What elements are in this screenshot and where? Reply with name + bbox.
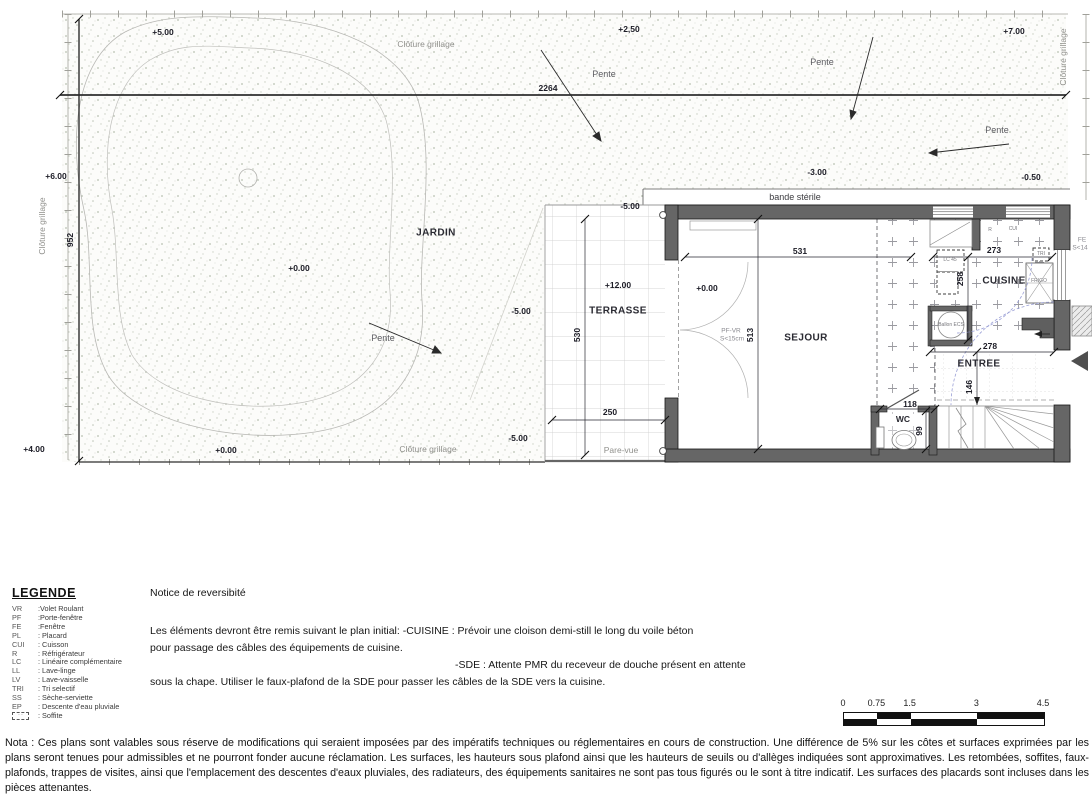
entree-floor-pattern <box>937 354 1054 399</box>
legend-desc: : Cuisson <box>38 639 69 649</box>
scale-segment <box>977 719 1044 725</box>
legend-desc: : Sèche-serviette <box>38 693 93 703</box>
legend-desc: : Soffite <box>38 710 63 720</box>
plan-label: S<14 <box>1072 244 1088 252</box>
legend-abbr: EP <box>12 701 22 711</box>
legend-desc: : Descente d'eau pluviale <box>38 701 120 711</box>
plan-label: 250 <box>602 407 618 417</box>
plan-label: 952 <box>65 232 75 248</box>
plan-label: -5.00 <box>508 433 528 443</box>
entrance-arrow <box>1071 351 1088 371</box>
plan-label: 2264 <box>538 83 558 93</box>
toilet <box>892 431 916 450</box>
legend-desc: : Réfrigérateur <box>38 648 85 658</box>
plan-label: Clôture grillage <box>397 39 455 49</box>
plan-label: SEJOUR <box>784 332 828 344</box>
plan-label: Pente <box>592 69 616 79</box>
plan-label: -3.00 <box>807 167 827 177</box>
plan-label: Pente <box>371 333 395 343</box>
plan-label: +12.00 <box>604 280 632 290</box>
legend-item <box>12 658 150 667</box>
legend-items <box>12 605 150 721</box>
plan-label: +2,50 <box>618 24 640 34</box>
plan-label: bande stérile <box>769 192 821 202</box>
plan-label: S<15cm <box>719 335 745 343</box>
legend-abbr: CUI <box>12 639 25 649</box>
plan-label: +6.00 <box>45 171 67 181</box>
legend-item <box>12 676 150 685</box>
notice-line: Les éléments devront être remis suivant le plan initial: -CUISINE : Prévoir une cloison demi-still le long du voile béton <box>150 625 694 637</box>
plan-label: Pente <box>810 57 834 67</box>
scale-label: 4.5 <box>1036 698 1050 708</box>
scale-segment <box>844 719 877 725</box>
scale-label: 1.5 <box>903 698 916 708</box>
legend-desc: : Placard <box>38 630 67 640</box>
plan-label: Pare-vue <box>603 445 639 455</box>
plan-label: LC 45 <box>943 257 957 263</box>
legend-abbr: PF <box>12 612 22 622</box>
legend-desc: : Lave-vaisselle <box>38 675 89 685</box>
tri-cabinet <box>1033 248 1049 261</box>
plan-label: ENTREE <box>957 358 1001 370</box>
entrance-exterior <box>1071 306 1092 371</box>
terrasse-area <box>545 205 667 462</box>
wc-sink <box>876 427 884 448</box>
plan-label: -5.00 <box>620 201 640 211</box>
plan-label: +0.00 <box>215 445 237 455</box>
legend-desc: :Fenêtre <box>38 621 66 631</box>
scale-label: 0 <box>840 698 846 708</box>
ep-downpipe <box>660 448 667 455</box>
scale-label: 3 <box>973 698 979 708</box>
legend-item <box>12 712 150 721</box>
scale-bar-bar <box>843 712 1045 726</box>
plan-label: WC <box>895 414 911 424</box>
scale-bar-row2 <box>844 719 1044 725</box>
plan-label: PF-VR <box>721 327 741 335</box>
plan-label: Clôture grillage <box>37 197 47 255</box>
plan-label: -5.00 <box>511 306 531 316</box>
legend-abbr: LV <box>12 675 21 685</box>
plan-label: Clôture grillage <box>1058 28 1068 86</box>
notice-title: Notice de reversibité <box>150 587 246 599</box>
plan-label: 118 <box>903 399 917 409</box>
legend-abbr: PL <box>12 630 21 640</box>
legend-desc: : Linéaire complémentaire <box>38 657 122 667</box>
legend-abbr: R <box>12 648 18 658</box>
plan-label: +5.00 <box>152 27 174 37</box>
plan-label: Ballon ECS <box>938 322 964 328</box>
notice-line: pour passage des câbles des équipements de cuisine. <box>150 642 403 654</box>
plan-label: Pente <box>985 125 1009 135</box>
plan-label: +0.00 <box>696 283 718 293</box>
plan-label: FE <box>1077 236 1087 244</box>
legend-title: LEGENDE <box>12 586 76 600</box>
legend-desc: :Volet Roulant <box>38 604 84 613</box>
legend-abbr: TRI <box>12 684 24 694</box>
legend-abbr: LC <box>12 657 22 667</box>
notice <box>150 587 840 691</box>
plan-label: 530 <box>572 327 582 343</box>
legend-item <box>12 703 150 712</box>
legend-item <box>12 614 150 623</box>
scale-segment <box>877 719 910 725</box>
legend <box>12 586 150 721</box>
lc-cabinet <box>937 272 958 294</box>
plan-label: 273 <box>986 245 1002 255</box>
legend-item <box>12 632 150 641</box>
plan-label: +4.00 <box>23 444 45 454</box>
plan-label: +0.00 <box>288 263 310 273</box>
legend-desc: : Tri selectif <box>38 684 75 694</box>
plan-label: Clôture grillage <box>399 444 457 454</box>
plan-label: -0.50 <box>1021 172 1041 182</box>
plan-label: CUISINE <box>982 275 1026 287</box>
scale-segment <box>911 719 978 725</box>
legend-desc: : Lave-linge <box>38 666 76 676</box>
building <box>660 205 1070 463</box>
scale-label: 0.75 <box>867 698 886 708</box>
plan-label: 146 <box>964 379 974 395</box>
nota-text: Nota : Ces plans sont valables sous réserve de modifications qui seraient imposées par des impératifs techniques ou réglementaires en cours de construction. Une différence de 5% sur les côtes et surfaces exprimées par les plans seront tenues pour admissibles et ne pourront fonder aucune réclamation. Les surfaces, les hauteurs sous plafond ainsi que les hauteurs de seuils ou d'allèges indiquées sont approximatives. Les retombées, soffites, faux-plafonds, trappes de visites, ainsi que l'emplacement des descentes d'eaux pluviales, des radiateurs, des équipements sanitaires ne sont pas tous figurés ou le sont à titre indicatif. Les surfaces des placards sont incluses dans les pièces attenantes. <box>5 737 1089 794</box>
legend-abbr: LL <box>12 666 21 676</box>
plan-label: 513 <box>745 327 755 343</box>
plan-label: TRI <box>1036 251 1046 257</box>
plan-label: R <box>988 227 992 233</box>
notice-line: -SDE : Attente PMR du receveur de douche présent en attente <box>455 659 746 671</box>
legend-abbr: FE <box>12 621 22 631</box>
ep-downpipe <box>660 212 667 219</box>
plan-label: CUI <box>1008 226 1018 232</box>
plan-label: FRIGO <box>1031 278 1047 284</box>
legend-desc: :Porte-fenêtre <box>38 612 83 622</box>
plan-label: 99 <box>914 426 924 436</box>
notice-body <box>150 623 840 691</box>
soffite-symbol: · · <box>12 712 29 720</box>
scale-bar <box>840 698 1053 732</box>
legend-abbr: VR <box>12 604 23 613</box>
plan-label: JARDIN <box>416 227 456 239</box>
scale-bar-labels <box>840 698 1050 710</box>
legend-abbr: SS <box>12 693 22 703</box>
soffite-symbol-plan <box>690 221 756 230</box>
plan-label: 278 <box>982 341 998 351</box>
plan-label: +7.00 <box>1003 26 1025 36</box>
plan-label: 531 <box>792 246 808 256</box>
plan-label: TERRASSE <box>589 305 647 317</box>
legend-item <box>12 623 150 632</box>
plan-label: 258 <box>955 271 965 287</box>
lc-cabinet <box>937 250 964 272</box>
bande-sterile <box>643 189 1070 205</box>
notice-line: sous la chape. Utiliser le faux-plafond de la SDE pour passer les câbles de la SDE vers la cuisine. <box>150 676 606 688</box>
